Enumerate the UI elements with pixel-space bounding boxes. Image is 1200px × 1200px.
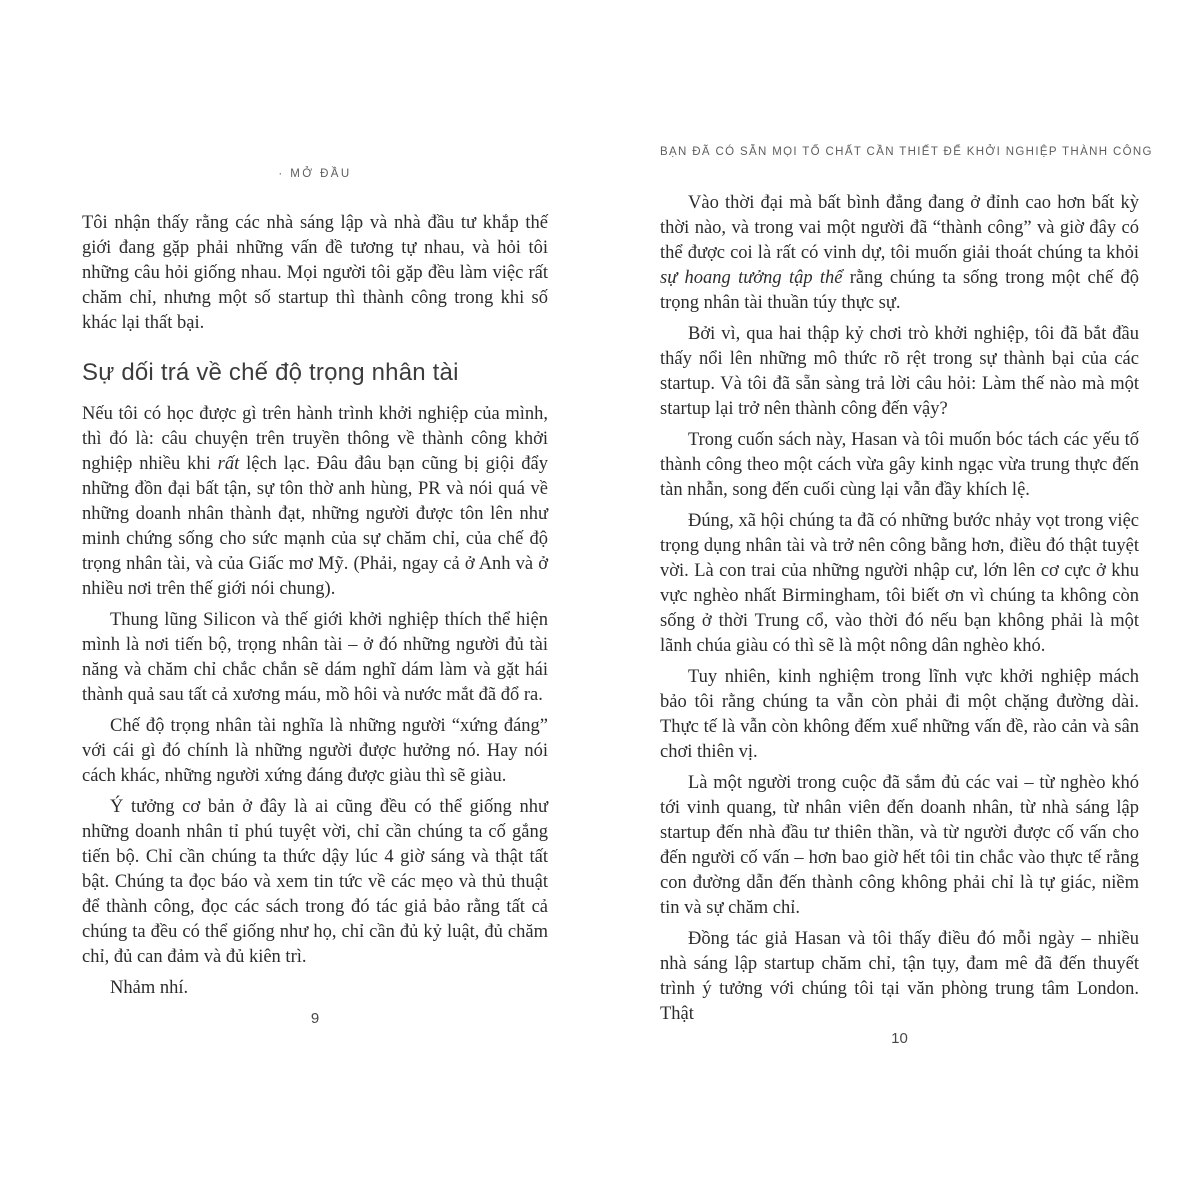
left-page-number: 9 (310, 1010, 320, 1027)
paragraph: Tuy nhiên, kinh nghiệm trong lĩnh vực khởi nghiệp mách bảo tôi rằng chúng ta vẫn còn phải đi một chặng đường dài. Thực tế là vẫn còn không đếm xuể những vấn đề, rào cản và sân chơi thiên vị. (660, 667, 1139, 762)
right-running-head: BẠN ĐÃ CÓ SẴN MỌI TỐ CHẤT CẦN THIẾT ĐỂ KHỞI NGHIỆP THÀNH CÔNG (660, 146, 1153, 158)
left-page (82, 168, 548, 1001)
paragraph: Tôi nhận thấy rằng các nhà sáng lập và nhà đầu tư khắp thế giới đang gặp phải những vấn đề tương tự nhau, và hỏi tôi những câu hỏi giống nhau. Mọi người tôi gặp đều làm việc rất chăm chỉ, nhưng một số startup thì thành công trong khi số khác lại thất bại. (82, 213, 548, 333)
section-heading: Sự dối trá về chế độ trọng nhân tài (82, 359, 459, 386)
right-page (660, 146, 1153, 1027)
right-page-number: 10 (891, 1030, 908, 1047)
paragraph: Nhảm nhí. (110, 978, 189, 998)
paragraph: Là một người trong cuộc đã sắm đủ các vai – từ nghèo khó tới vinh quang, từ nhân viên đến doanh nhân, từ nhà sáng lập startup đến nhà đầu tư thiên thần, và từ người được cố vấn cho đến người cố vấn – hơn bao giờ hết tôi tin chắc vào thực tế rằng con đường dẫn đến thành công không phải chỉ là tự giác, niềm tin và sự chăm chỉ. (660, 773, 1139, 918)
paragraph: Đồng tác giả Hasan và tôi thấy điều đó mỗi ngày – nhiều nhà sáng lập startup chăm chỉ, tận tụy, đam mê đã đến thuyết trình ý tưởng với chúng tôi tại văn phòng trung tâm London. Thật (660, 929, 1139, 1024)
paragraph: Nếu tôi có học được gì trên hành trình khởi nghiệp của mình, thì đó là: câu chuyện trên truyền thông về thành công khởi nghiệp nhiều khi rất lệch lạc. Đâu đâu bạn cũng bị giội đẩy những đồn đại bất tận, sự tôn thờ anh hùng, PR và nói quá về những doanh nhân thành đạt, những người được tôn lên như minh chứng sống cho sức mạnh của sự chăm chỉ, của chế độ trọng nhân tài, và của Giấc mơ Mỹ. (Phải, ngay cả ở Anh và ở nhiều nơi trên thế giới nói chung). (82, 404, 548, 599)
paragraph: Trong cuốn sách này, Hasan và tôi muốn bóc tách các yếu tố thành công theo một cách vừa gây kinh ngạc vừa trung thực đến tàn nhẫn, song đến cuối cùng lại vẫn đầy khích lệ. (660, 430, 1139, 500)
paragraph: Ý tưởng cơ bản ở đây là ai cũng đều có thể giống như những doanh nhân tỉ phú tuyệt vời, chỉ cần chúng ta cố gắng tiến bộ. Chỉ cần chúng ta thức dậy lúc 4 giờ sáng và thật tất bật. Chúng ta đọc báo và xem tin tức về các mẹo và thủ thuật để thành công, đọc các sách trong đó tác giả bảo rằng tất cả chúng ta đều có thể giống như họ, chỉ cần đủ kỷ luật, đủ chăm chỉ, đủ can đảm và đủ kiên trì. (82, 797, 548, 967)
paragraph: Bởi vì, qua hai thập kỷ chơi trò khởi nghiệp, tôi đã bắt đầu thấy nổi lên những mô thức rõ rệt trong sự thành bại của các startup. Và tôi đã sẵn sàng trả lời câu hỏi: Làm thế nào mà một startup lại trở nên thành công đến vậy? (660, 324, 1139, 419)
paragraph: Chế độ trọng nhân tài nghĩa là những người “xứng đáng” với cái gì đó chính là những người được hưởng nó. Hay nói cách khác, những người xứng đáng được giàu thì sẽ giàu. (82, 716, 548, 786)
paragraph: Vào thời đại mà bất bình đẳng đang ở đỉnh cao hơn bất kỳ thời nào, và trong vai một người đã “thành công” và giờ đây có thể được coi là rất có vinh dự, tôi muốn giải thoát chúng ta khỏi sự hoang tưởng tập thể rằng chúng ta sống trong một chế độ trọng nhân tài thuần túy thực sự. (660, 193, 1140, 313)
paragraph: Thung lũng Silicon và thế giới khởi nghiệp thích thể hiện mình là nơi tiến bộ, trọng nhân tài – ở đó những người đủ tài năng và chăm chỉ chắc chắn sẽ dám nghĩ dám làm và gặt hái thành quả sau tất cả xương máu, mồ hôi và nước mắt đã đổ ra. (82, 610, 548, 705)
left-running-head: · MỞ ĐẦU (278, 168, 352, 180)
paragraph: Đúng, xã hội chúng ta đã có những bước nhảy vọt trong việc trọng dụng nhân tài và trở nên công bằng hơn, điều đó thật tuyệt vời. Là con trai của những người nhập cư, lớn lên cơ cực ở khu vực nghèo nhất Birmingham, tôi biết ơn vì chúng ta không còn sống ở thời Trung cổ, vào thời đó nếu bạn không phải là một lãnh chúa giàu có thì sẽ là một nông dân nghèo khó. (660, 511, 1139, 656)
